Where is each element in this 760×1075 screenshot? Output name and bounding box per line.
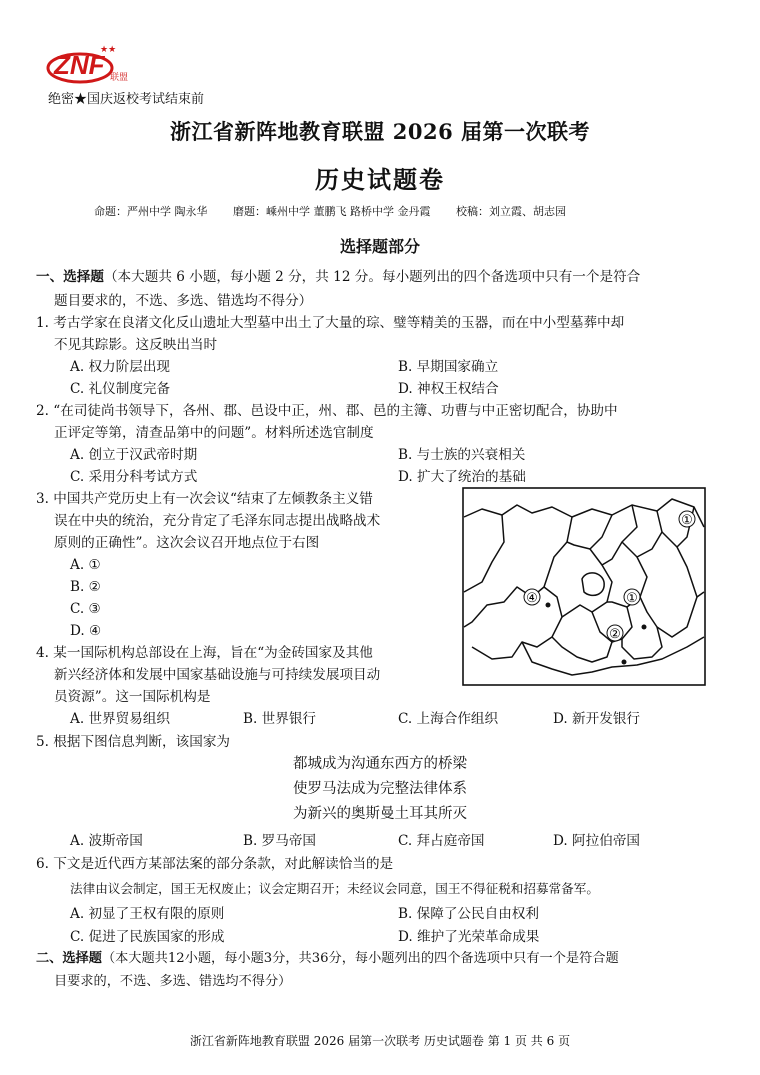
q2-stem-cont: 正评定等第，清查品第中的问题”。材料所述选官制度 (54, 425, 374, 441)
q5-clue-1: 都城成为沟通东西方的桥梁 (293, 756, 467, 772)
q4-option-b: B. 世界银行 (243, 711, 317, 727)
q3-stem-cont2: 原则的正确性”。这次会议召开地点位于右图 (54, 535, 320, 551)
q1-option-b: B. 早期国家确立 (398, 359, 499, 375)
alliance-logo (40, 38, 140, 90)
q6-law-excerpt: 法律由议会制定，国王无权废止；议会定期召开；未经议会同意，国王不得征税和招募常备军。 (70, 881, 599, 896)
q1-option-c: C. 礼仪制度完备 (70, 381, 171, 397)
q6-option-c: C. 促进了民族国家的形成 (70, 929, 225, 945)
q5-option-b: B. 罗马帝国 (243, 833, 317, 849)
exam-title: 浙江省新阵地教育联盟 2026 届第一次联考 (169, 119, 591, 144)
credit-proofreaders: 校稿：刘立霞、胡志园 (456, 205, 566, 218)
q3-stem-cont: 误在中央的统治，充分肯定了毛泽东同志提出战略战术 (54, 513, 381, 529)
page-footer: 浙江省新阵地教育联盟 2026 届第一次联考 历史试题卷 第 1 页 共 6 页 (189, 1034, 571, 1048)
part1-desc: （本大题共 6 小题，每小题 2 分，共 12 分。每小题列出的四个备选项中只有一个是符合 (103, 269, 641, 285)
part2-desc-cont: 目要求的，不选、多选、错选均不得分） (54, 974, 292, 989)
part2-desc: （本大题共12小题，每小题3分，共36分，每小题列出的四个备选项中只有一个是符合题 (101, 951, 619, 966)
q4-stem-cont: 新兴经济体和发展中国家基础设施与可持续发展项目动 (54, 667, 381, 683)
svg-text:②: ② (609, 627, 621, 642)
part1-desc-cont: 题目要求的，不选、多选、错选均不得分） (54, 293, 313, 309)
svg-text:①: ① (626, 591, 638, 606)
credit-author: 命题：严州中学 陶永华 (94, 205, 208, 218)
q5-option-a: A. 波斯帝国 (70, 833, 143, 849)
credit-reviewers: 磨题：嵊州中学 董鹏飞 路桥中学 金丹霞 (233, 205, 431, 218)
part2-heading: 二、选择题 (36, 951, 102, 966)
q1-stem-cont: 不见其踪影。这反映出当时 (54, 337, 218, 353)
q3-option-d: D. ④ (70, 623, 102, 639)
paper-title: 历史试题卷 (315, 165, 445, 194)
q1-option-d: D. 神权王权结合 (398, 381, 499, 397)
credits-line (94, 203, 588, 219)
section-title: 选择题部分 (339, 237, 420, 256)
svg-text:④: ④ (526, 591, 538, 606)
q4-stem-cont2: 员资源”。这一国际机构是 (54, 689, 211, 705)
q6-option-b: B. 保障了公民自由权利 (398, 906, 539, 922)
svg-text:ZNF: ZNF (54, 50, 105, 80)
q2-option-a: A. 创立于汉武帝时期 (70, 447, 198, 463)
q5-clue-3: 为新兴的奥斯曼土耳其所灭 (293, 806, 467, 822)
q4-option-d: D. 新开发银行 (553, 711, 641, 727)
svg-text:①: ① (681, 513, 693, 528)
q4-stem: 4. 某一国际机构总部设在上海，旨在“为金砖国家及其他 (36, 645, 373, 661)
q2-option-b: B. 与士族的兴衰相关 (398, 447, 526, 463)
q6-option-d: D. 维护了光荣革命成果 (398, 929, 540, 945)
svg-text:★★: ★★ (100, 45, 117, 55)
q5-clue-2: 使罗马法成为完整法律体系 (293, 781, 467, 797)
q1-stem: 1. 考古学家在良渚文化反山遗址大型墓中出土了大量的琮、璧等精美的玉器，而在中小型墓葬中却 (36, 315, 625, 331)
q2-option-d: D. 扩大了统治的基础 (398, 469, 526, 485)
part1-intro (36, 268, 640, 286)
china-map-figure (462, 487, 706, 686)
q3-option-b: B. ② (70, 579, 101, 595)
q1-option-a: A. 权力阶层出现 (70, 359, 171, 375)
q4-option-c: C. 上海合作组织 (398, 711, 499, 727)
q2-stem: 2. “在司徒尚书领导下，各州、郡、邑设中正，州、郡、邑的主簿、功曹与中正密切配合，协助中 (36, 403, 618, 419)
part1-heading: 一、选择题 (36, 269, 104, 285)
q5-option-d: D. 阿拉伯帝国 (553, 833, 641, 849)
q3-option-a: A. ① (70, 557, 101, 573)
q5-option-c: C. 拜占庭帝国 (398, 833, 485, 849)
part2-intro (36, 950, 619, 968)
secrecy-note: 绝密★国庆返校考试结束前 (48, 92, 205, 107)
q3-stem: 3. 中国共产党历史上有一次会议“结束了左倾教条主义错 (36, 491, 373, 507)
q6-option-a: A. 初显了王权有限的原则 (70, 906, 225, 922)
q6-stem: 6. 下文是近代西方某部法案的部分条款，对此解读恰当的是 (36, 856, 394, 872)
q3-option-c: C. ③ (70, 601, 101, 617)
q4-option-a: A. 世界贸易组织 (70, 711, 171, 727)
svg-text:联盟: 联盟 (110, 73, 129, 83)
q2-option-c: C. 采用分科考试方式 (70, 469, 198, 485)
q5-stem: 5. 根据下图信息判断，该国家为 (36, 734, 231, 750)
